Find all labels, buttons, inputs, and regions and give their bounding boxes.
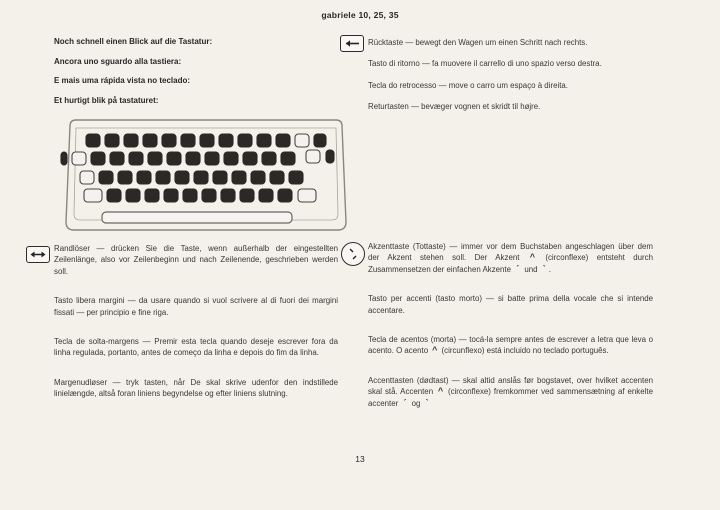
keyboard-illustration (56, 116, 356, 236)
accent-italian: Tasto per accenti (tasto morto) — si batte prima della vocale che si intende accentare. (368, 294, 653, 315)
page-header: gabriele 10, 25, 35 (321, 10, 399, 20)
accent-danish: Accenttasten (dødtast) — skal altid anslås før bogstavet, over hvilket accenten skal stå. Accenten ^ (circonflexe) fremkommer ved sammensætning af enkelte accenter ´ og ` (368, 375, 653, 408)
circumflex-glyph: ^ (432, 345, 438, 356)
keyboard-key (289, 171, 303, 184)
keyboard-key (124, 134, 138, 147)
acute-glyph: ´ (403, 397, 407, 408)
backspace-descriptions (368, 37, 664, 123)
accent-portuguese: Tecla de acentos (morta) — tocá-la sempre antes de escrever a letra que leva o acento. O acento ^ (circunflexo) está incluido no teclado português. (368, 335, 653, 356)
circumflex-glyph: ^ (437, 386, 444, 397)
keyboard-key (80, 171, 94, 184)
keyboard-key (224, 152, 238, 165)
keyboard-key (194, 171, 208, 184)
keyboard-key (232, 171, 246, 184)
intro-block (54, 37, 334, 115)
backspace-danish: Returtasten — bevæger vognen et skridt til højre. (368, 102, 541, 112)
intro-italian: Ancora uno sguardo alla tastiera: (54, 56, 182, 66)
keyboard-key (326, 150, 334, 163)
keyboard-key (200, 134, 214, 147)
keyboard-key (281, 152, 295, 165)
keyboard-key (167, 152, 181, 165)
keyboard-key (84, 189, 102, 202)
keyboard-key (137, 171, 151, 184)
keyboard-key (107, 189, 121, 202)
keyboard-key (72, 152, 86, 165)
keyboard-key (181, 134, 195, 147)
margin-release-portuguese: Tecla de solta-margens — Premir esta tecla quando deseje escrever fora da linha regulada, portanto, antes de começo da linha e depois do fim da linha. (54, 337, 338, 358)
keyboard-key (262, 152, 276, 165)
keyboard-key (110, 152, 124, 165)
keyboard-key (162, 134, 176, 147)
keyboard-key (257, 134, 271, 147)
accent-key-icon (341, 242, 365, 266)
margin-release-descriptions (54, 243, 338, 418)
keyboard-key (148, 152, 162, 165)
keyboard-key (205, 152, 219, 165)
accent-german: Akzenttaste (Tottaste) — immer vor dem Buchstaben angeschlagen über dem der Akzent stehen soll. Der Akzent ^ (circonflexe) entsteht durch Zusammensetzen der einfachen Akzente ´ und ` . (368, 242, 653, 274)
margin-release-danish: Margenudløser — tryk tasten, når De skal skrive udenfor den indstillede linielængde, altså foran liniens begyndelse og efter liniens slutning. (54, 377, 338, 399)
keyboard-key (278, 189, 292, 202)
keyboard-key (298, 189, 316, 202)
keyboard-key (221, 189, 235, 202)
keyboard-key (276, 134, 290, 147)
keyboard-key (145, 189, 159, 202)
circumflex-glyph: ^ (529, 252, 535, 263)
backspace-portuguese: Tecla do retrocesso — move o carro um espaço à direita. (368, 80, 568, 90)
backspace-german: Rücktaste — bewegt den Wagen um einen Schritt nach rechts. (368, 38, 588, 47)
keyboard-key (295, 134, 309, 147)
grave-glyph: ` (425, 397, 429, 408)
intro-portuguese: E mais uma rápida vista no teclado: (54, 76, 191, 85)
keyboard-key (314, 134, 326, 147)
margin-release-italian: Tasto libera margini — da usare quando si vuol scrivere al di fuori dei margini fissati — per principio e fine riga. (54, 296, 338, 317)
accent-descriptions (368, 241, 653, 427)
intro-danish: Et hurtigt blik på tastaturet: (54, 95, 159, 105)
left-arrow-icon (340, 35, 364, 52)
keyboard-key (175, 171, 189, 184)
keyboard-key (91, 152, 105, 165)
keyboard-key (99, 171, 113, 184)
intro-german: Noch schnell einen Blick auf die Tastatur: (54, 37, 213, 46)
double-arrow-icon (26, 246, 50, 263)
keyboard-key (86, 134, 100, 147)
keyboard-key (143, 134, 157, 147)
keyboard-key (202, 189, 216, 202)
keyboard-key (156, 171, 170, 184)
margin-release-german: Randlöser — drücken Sie die Taste, wenn außerhalb der eingestellten Zeilenlänge, also vor Zeilenbeginn und nach Zeilenende, geschrieben werden soll. (54, 244, 338, 276)
keyboard-key (183, 189, 197, 202)
keyboard-key (213, 171, 227, 184)
keyboard-key (251, 171, 265, 184)
keyboard-key (126, 189, 140, 202)
keyboard-key (259, 189, 273, 202)
keyboard-key (164, 189, 178, 202)
keyboard-key (240, 189, 254, 202)
grave-glyph: ` (542, 263, 546, 274)
acute-glyph: ´ (516, 263, 520, 274)
keyboard-key (118, 171, 132, 184)
keyboard-key (105, 134, 119, 147)
backspace-italian: Tasto di ritorno — fa muovere il carrello di uno spazio verso destra. (368, 59, 602, 69)
keyboard-key (270, 171, 284, 184)
keyboard-key (243, 152, 257, 165)
page-number: 13 (355, 454, 365, 464)
keyboard-key (61, 152, 67, 165)
keyboard-key (129, 152, 143, 165)
keyboard-key (306, 150, 320, 163)
keyboard-key (238, 134, 252, 147)
keyboard-key (186, 152, 200, 165)
keyboard-key (219, 134, 233, 147)
